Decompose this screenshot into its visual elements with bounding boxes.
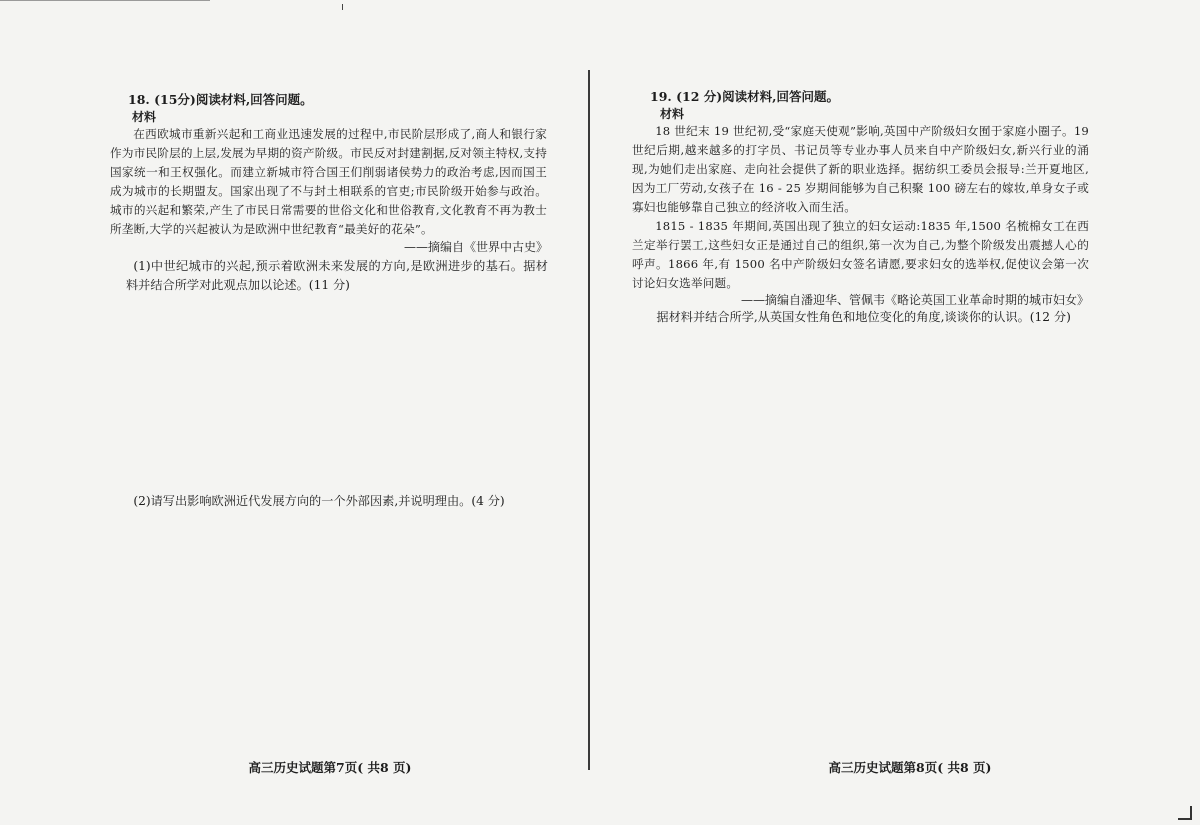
material-label: 材料 [660,107,685,121]
material-source: ——摘编自潘迎华、管佩韦《略论英国工业革命时期的城市妇女》 [740,293,1089,307]
sub-question-1: (1)中世纪城市的兴起,预示着欧洲未来发展的方向,是欧洲进步的基石。据材料并结合所学对此观点加以论述。(11 分) [126,259,548,292]
scan-corner-mark [1178,806,1192,820]
exam-page-7 [0,0,590,825]
material-source: ——摘编自《世界中古史》 [403,240,548,254]
question-19-prompt: 据材料并结合所学,从英国女性角色和地位变化的角度,谈谈你的认识。(12 分) [656,310,1071,324]
question-18-header: 18. (15分)阅读材料,回答问题。 [128,92,313,107]
page-footer-7: 高三历史试题第7页( 共8 页) [248,760,412,775]
question-19-header: 19. (12 分)阅读材料,回答问题。 [650,89,840,104]
material-label: 材料 [132,110,157,124]
exam-page-8 [592,0,1200,825]
page-divider [588,70,590,770]
material-text: 在西欧城市重新兴起和工商业迅速发展的过程中,市民阶层形成了,商人和银行家作为市民阶层的上层,发展为早期的资产阶级。市民反对封建割据,反对领主特权,支持国家统一和王权强化。而建立新城市符合国王们削弱诸侯势力的政治考虑,因而国王成为城市的长期盟友。国家出现了不与封土相联系的官吏;市民阶级开始参与政治。城市的兴起和繁荣,产生了市民日常需要的世俗文化和世俗教育,文化教育不再为教士所垄断,大学的兴起被认为是欧洲中世纪教育“最美好的花朵”。 [110,127,547,236]
page-footer-8: 高三历史试题第8页( 共8 页) [828,760,992,775]
sub-question-2: (2)请写出影响欧洲近代发展方向的一个外部因素,并说明理由。(4 分) [133,494,505,508]
material-text-2: 1815 - 1835 年期间,英国出现了独立的妇女运动:1835 年,1500 名梳棉女工在西兰定举行罢工,这些妇女正是通过自己的组织,第一次为自己,为整个阶级发出震撼人心的呼声。1866 年,有 1500 名中产阶级妇女签名请愿,要求妇女的选举权,促使议会第一次讨论妇女选举问题。 [632,219,1089,290]
material-text-1: 18 世纪末 19 世纪初,受“家庭天使观”影响,英国中产阶级妇女囿于家庭小圈子。19 世纪后期,越来越多的打字员、书记员等专业办事人员来自中产阶级妇女,新兴行业的涌现,为她们走出家庭、走向社会提供了新的职业选择。据纺织工委员会报导:兰开夏地区,因为工厂劳动,女孩子在 16 - 25 岁期间能够为自己积聚 100 磅左右的嫁妆,单身女子或寡妇也能够靠自己独立的经济收入而生活。 [632,124,1089,214]
